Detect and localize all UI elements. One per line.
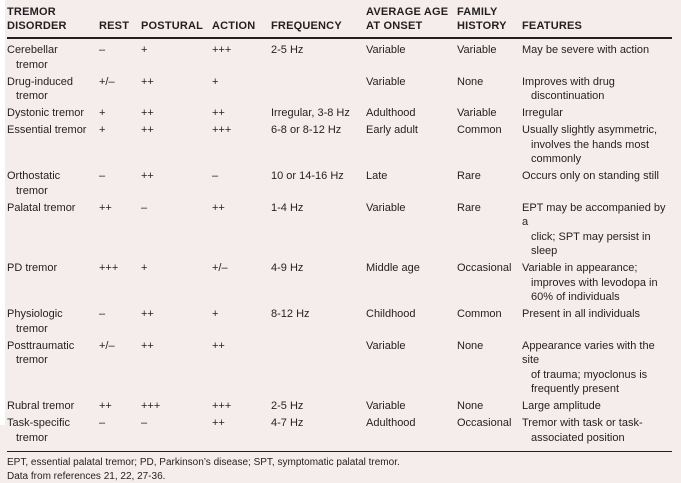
- table-row: [7, 73, 672, 105]
- column-header-disorder: TREMOR DISORDER: [7, 4, 99, 38]
- cell-rest: ++: [99, 398, 141, 415]
- column-header-family: FAMILY HISTORY: [457, 4, 522, 38]
- cell-features: Irregular: [522, 105, 672, 122]
- footnote-abbreviations: EPT, essential palatal tremor; PD, Parkinson’s disease; SPT, symptomatic palatal tremor.: [7, 456, 673, 470]
- table-row: [7, 199, 672, 260]
- column-header-action: ACTION: [212, 4, 271, 38]
- tremor-table-figure: [7, 4, 673, 483]
- table-row: [7, 168, 672, 200]
- header-row: [7, 4, 672, 38]
- cell-frequency: [271, 73, 366, 105]
- cell-rest: –: [99, 168, 141, 200]
- cell-frequency: 10 or 14-16 Hz: [271, 168, 366, 200]
- cell-postural: –: [141, 199, 212, 260]
- table-row: [7, 415, 672, 447]
- footnote-references: Data from references 21, 22, 27-36.: [7, 470, 673, 483]
- cell-disorder: Drug-induced tremor: [7, 73, 99, 105]
- cell-age: Adulthood: [366, 415, 457, 447]
- cell-postural: ++: [141, 122, 212, 168]
- cell-postural: ++: [141, 306, 212, 338]
- cell-age: Adulthood: [366, 105, 457, 122]
- cell-postural: +++: [141, 398, 212, 415]
- cell-family: Rare: [457, 168, 522, 200]
- cell-features: Appearance varies with the site of trauma; myoclonus is frequently present: [522, 337, 672, 398]
- cell-action: +: [212, 73, 271, 105]
- cell-features: EPT may be accompanied by a click; SPT may persist in sleep: [522, 199, 672, 260]
- cell-disorder: PD tremor: [7, 260, 99, 306]
- cell-postural: ++: [141, 105, 212, 122]
- cell-features: May be severe with action: [522, 38, 672, 73]
- table-row: [7, 337, 672, 398]
- cell-action: +: [212, 306, 271, 338]
- cell-disorder: Essential tremor: [7, 122, 99, 168]
- page-left-margin: [0, 0, 5, 425]
- cell-features: Occurs only on standing still: [522, 168, 672, 200]
- cell-postural: –: [141, 415, 212, 447]
- cell-frequency: 6-8 or 8-12 Hz: [271, 122, 366, 168]
- cell-age: Variable: [366, 337, 457, 398]
- cell-features: Large amplitude: [522, 398, 672, 415]
- cell-action: ++: [212, 105, 271, 122]
- cell-age: Late: [366, 168, 457, 200]
- column-header-age: AVERAGE AGE AT ONSET: [366, 4, 457, 38]
- cell-action: ++: [212, 415, 271, 447]
- cell-age: Early adult: [366, 122, 457, 168]
- cell-disorder: Task-specific tremor: [7, 415, 99, 447]
- table-row: [7, 122, 672, 168]
- cell-features: Improves with drug discontinuation: [522, 73, 672, 105]
- cell-family: None: [457, 398, 522, 415]
- cell-frequency: Irregular, 3-8 Hz: [271, 105, 366, 122]
- cell-rest: ++: [99, 199, 141, 260]
- cell-action: +++: [212, 38, 271, 73]
- table-row: [7, 306, 672, 338]
- cell-action: –: [212, 168, 271, 200]
- table-row: [7, 398, 672, 415]
- cell-family: Occasional: [457, 260, 522, 306]
- cell-postural: +: [141, 260, 212, 306]
- cell-postural: +: [141, 38, 212, 73]
- cell-disorder: Physiologic tremor: [7, 306, 99, 338]
- cell-frequency: 4-9 Hz: [271, 260, 366, 306]
- cell-family: Rare: [457, 199, 522, 260]
- cell-age: Middle age: [366, 260, 457, 306]
- cell-action: +/–: [212, 260, 271, 306]
- cell-features: Variable in appearance; improves with levodopa in 60% of individuals: [522, 260, 672, 306]
- cell-family: Common: [457, 122, 522, 168]
- cell-frequency: 2-5 Hz: [271, 38, 366, 73]
- cell-features: Usually slightly asymmetric, involves the hands most commonly: [522, 122, 672, 168]
- cell-disorder: Dystonic tremor: [7, 105, 99, 122]
- cell-frequency: 8-12 Hz: [271, 306, 366, 338]
- footnotes: [7, 452, 673, 483]
- cell-action: ++: [212, 199, 271, 260]
- cell-age: Variable: [366, 73, 457, 105]
- cell-rest: +: [99, 105, 141, 122]
- cell-rest: +/–: [99, 337, 141, 398]
- cell-action: +++: [212, 398, 271, 415]
- column-header-features: FEATURES: [522, 4, 672, 38]
- cell-rest: –: [99, 38, 141, 73]
- cell-age: Variable: [366, 38, 457, 73]
- cell-age: Variable: [366, 199, 457, 260]
- cell-action: ++: [212, 337, 271, 398]
- cell-disorder: Palatal tremor: [7, 199, 99, 260]
- cell-rest: –: [99, 415, 141, 447]
- table-row: [7, 105, 672, 122]
- cell-family: Occasional: [457, 415, 522, 447]
- cell-family: Variable: [457, 105, 522, 122]
- cell-age: Variable: [366, 398, 457, 415]
- cell-disorder: Rubral tremor: [7, 398, 99, 415]
- cell-rest: +/–: [99, 73, 141, 105]
- column-header-postural: POSTURAL: [141, 4, 212, 38]
- cell-action: +++: [212, 122, 271, 168]
- cell-postural: ++: [141, 168, 212, 200]
- cell-frequency: [271, 337, 366, 398]
- cell-postural: ++: [141, 337, 212, 398]
- cell-age: Childhood: [366, 306, 457, 338]
- tremor-table: [7, 4, 672, 446]
- cell-features: Tremor with task or task- associated position: [522, 415, 672, 447]
- cell-family: None: [457, 73, 522, 105]
- cell-rest: +: [99, 122, 141, 168]
- cell-rest: +++: [99, 260, 141, 306]
- cell-family: Common: [457, 306, 522, 338]
- table-row: [7, 260, 672, 306]
- cell-postural: ++: [141, 73, 212, 105]
- column-header-frequency: FREQUENCY: [271, 4, 366, 38]
- cell-frequency: 1-4 Hz: [271, 199, 366, 260]
- cell-frequency: 4-7 Hz: [271, 415, 366, 447]
- cell-disorder: Posttraumatic tremor: [7, 337, 99, 398]
- cell-rest: –: [99, 306, 141, 338]
- table-row: [7, 38, 672, 73]
- cell-features: Present in all individuals: [522, 306, 672, 338]
- cell-disorder: Orthostatic tremor: [7, 168, 99, 200]
- column-header-rest: REST: [99, 4, 141, 38]
- cell-frequency: 2-5 Hz: [271, 398, 366, 415]
- cell-disorder: Cerebellar tremor: [7, 38, 99, 73]
- cell-family: None: [457, 337, 522, 398]
- cell-family: Variable: [457, 38, 522, 73]
